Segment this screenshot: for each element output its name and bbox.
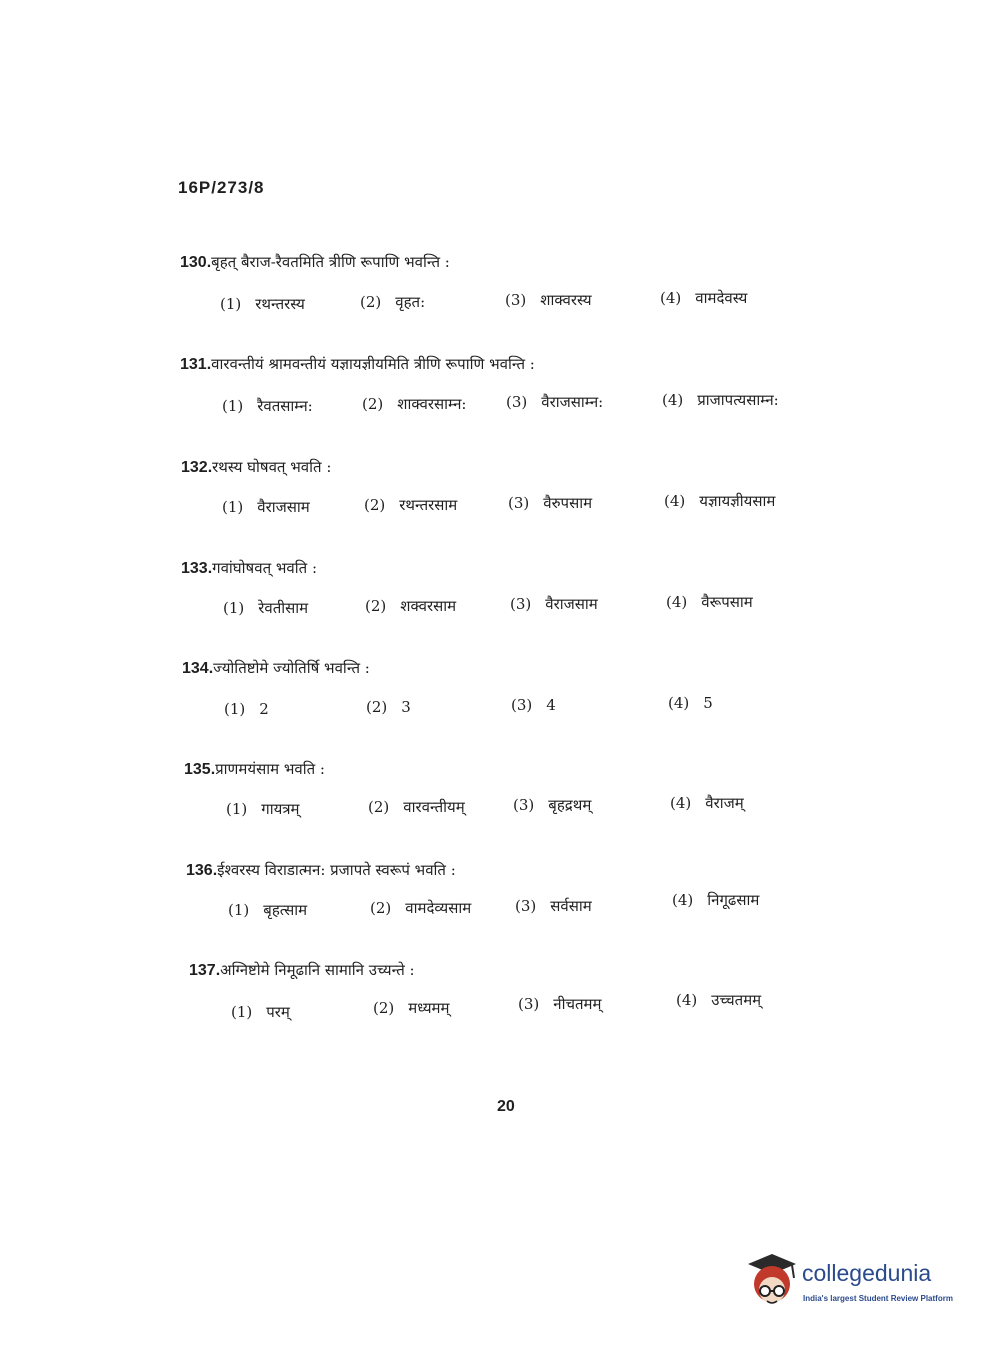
option-text: रैवतसाम्न: bbox=[257, 397, 313, 415]
question-text: वारवन्तीयं श्रामवन्तीयं यज्ञायज्ञीयमिति त्रीणि रूपाणि भवन्ति : bbox=[211, 355, 535, 373]
option-number: (2) bbox=[362, 395, 384, 413]
option-1 bbox=[226, 799, 300, 819]
option-text: वैरुपसाम bbox=[543, 494, 593, 512]
option-4 bbox=[676, 990, 761, 1010]
question-130 bbox=[0, 250, 1001, 330]
question-135 bbox=[0, 757, 1001, 837]
option-2 bbox=[360, 292, 425, 312]
option-2 bbox=[366, 698, 411, 716]
option-text: रथन्तरस्य bbox=[255, 295, 305, 313]
option-number: (4) bbox=[672, 891, 694, 909]
option-number: (3) bbox=[510, 595, 532, 613]
option-number: (3) bbox=[513, 796, 535, 814]
option-4 bbox=[672, 890, 759, 910]
question-text: बृहत् बैराज-रैवतमिति त्रीणि रूपाणि भवन्ति : bbox=[211, 253, 450, 271]
option-text: रेवतीसाम bbox=[258, 599, 309, 617]
option-number: (1) bbox=[228, 901, 250, 919]
option-1 bbox=[224, 700, 269, 718]
option-text: वैराजसाम bbox=[545, 595, 598, 613]
option-2 bbox=[364, 495, 457, 515]
option-2 bbox=[362, 394, 466, 414]
option-number: (1) bbox=[222, 397, 244, 415]
question-137 bbox=[0, 958, 1001, 1038]
question-text: अग्निष्टोमे निमूढानि सामानि उच्यन्ते : bbox=[220, 961, 415, 979]
mascot-icon bbox=[742, 1252, 800, 1312]
option-text: निगूढसाम bbox=[707, 891, 760, 909]
option-3 bbox=[518, 994, 601, 1014]
question-text: गवांघोषवत् भवति : bbox=[212, 559, 318, 577]
question-132 bbox=[0, 455, 1001, 535]
option-number: (3) bbox=[506, 393, 528, 411]
option-number: (2) bbox=[365, 597, 387, 615]
question-stem bbox=[186, 860, 456, 880]
paper-code: 16P/273/8 bbox=[178, 178, 265, 197]
option-text: वामदेव्यसाम bbox=[405, 899, 472, 917]
option-text: वैराजम् bbox=[705, 794, 744, 812]
option-text: वैरूपसाम bbox=[701, 593, 753, 611]
question-number: 135. bbox=[184, 761, 216, 778]
question-number: 132. bbox=[181, 459, 213, 476]
option-number: (4) bbox=[668, 694, 690, 712]
question-text: प्राणमयंसाम भवति : bbox=[215, 760, 325, 778]
option-number: (3) bbox=[515, 897, 537, 915]
option-text: वैराजसाम्न: bbox=[541, 393, 604, 411]
option-2 bbox=[368, 797, 465, 817]
option-text: वृहत: bbox=[395, 293, 426, 311]
option-number: (2) bbox=[368, 798, 390, 816]
option-text: उच्चतमम् bbox=[711, 991, 762, 1009]
option-2 bbox=[373, 998, 450, 1018]
option-number: (1) bbox=[223, 599, 245, 617]
option-number: (1) bbox=[226, 800, 248, 818]
option-number: (4) bbox=[670, 794, 692, 812]
option-4 bbox=[660, 288, 747, 308]
option-text: मध्यमम् bbox=[408, 999, 450, 1017]
option-1 bbox=[222, 497, 310, 517]
question-stem bbox=[180, 252, 450, 272]
option-text: नीचतमम् bbox=[553, 995, 602, 1013]
question-number: 133. bbox=[181, 560, 213, 577]
option-number: (2) bbox=[364, 496, 386, 514]
option-1 bbox=[231, 1002, 290, 1022]
option-3 bbox=[508, 493, 592, 513]
option-number: (2) bbox=[360, 293, 382, 311]
option-text: वामदेवस्य bbox=[695, 289, 748, 307]
page-number: 20 bbox=[497, 1098, 515, 1115]
option-text: शक्वरसाम bbox=[400, 597, 457, 615]
option-text: वैराजसाम bbox=[257, 498, 310, 516]
question-text: ईश्वरस्य विराडात्मन: प्रजापते स्वरूपं भवति : bbox=[217, 861, 456, 879]
question-text: ज्योतिष्टोमे ज्योतिर्षि भवन्ति : bbox=[213, 659, 370, 677]
logo-tagline: India's largest Student Review Platform bbox=[803, 1294, 953, 1303]
question-number: 137. bbox=[189, 962, 221, 979]
option-4 bbox=[664, 491, 775, 511]
option-number: (4) bbox=[666, 593, 688, 611]
option-number: (1) bbox=[231, 1003, 253, 1021]
option-4 bbox=[666, 592, 753, 612]
option-text: 5 bbox=[703, 694, 713, 712]
option-3 bbox=[506, 392, 603, 412]
logo-wordmark: collegedunia bbox=[802, 1260, 932, 1286]
option-text: वारवन्तीयम् bbox=[403, 798, 465, 816]
option-3 bbox=[515, 896, 592, 916]
option-2 bbox=[370, 898, 471, 918]
question-stem bbox=[181, 558, 317, 578]
option-3 bbox=[510, 594, 598, 614]
option-text: यज्ञायज्ञीयसाम bbox=[699, 492, 776, 510]
question-number: 131. bbox=[180, 356, 212, 373]
option-number: (3) bbox=[508, 494, 530, 512]
option-number: (4) bbox=[662, 391, 684, 409]
option-number: (2) bbox=[366, 698, 388, 716]
option-text: सर्वसाम bbox=[550, 897, 592, 915]
collegedunia-logo bbox=[742, 1252, 972, 1312]
option-1 bbox=[228, 900, 307, 920]
option-number: (1) bbox=[220, 295, 242, 313]
option-number: (2) bbox=[373, 999, 395, 1017]
option-text: 2 bbox=[259, 700, 269, 718]
option-text: परम् bbox=[266, 1003, 290, 1021]
option-1 bbox=[222, 396, 313, 416]
option-number: (4) bbox=[676, 991, 698, 1009]
option-4 bbox=[668, 694, 713, 712]
option-3 bbox=[513, 795, 591, 815]
question-stem bbox=[184, 759, 325, 779]
question-number: 134. bbox=[182, 660, 214, 677]
question-number: 136. bbox=[186, 862, 218, 879]
option-text: बृहत्साम bbox=[263, 901, 308, 919]
question-134 bbox=[0, 656, 1001, 736]
option-1 bbox=[220, 294, 305, 314]
question-136 bbox=[0, 858, 1001, 938]
option-text: गायत्रम् bbox=[261, 800, 300, 818]
question-stem bbox=[182, 658, 370, 678]
option-number: (2) bbox=[370, 899, 392, 917]
option-text: 3 bbox=[401, 698, 411, 716]
option-number: (3) bbox=[518, 995, 540, 1013]
question-number: 130. bbox=[180, 254, 212, 271]
option-4 bbox=[670, 793, 744, 813]
option-number: (3) bbox=[511, 696, 533, 714]
option-number: (4) bbox=[664, 492, 686, 510]
option-number: (3) bbox=[505, 291, 527, 309]
option-1 bbox=[223, 598, 308, 618]
question-stem bbox=[181, 457, 331, 477]
question-131 bbox=[0, 352, 1001, 432]
option-number: (1) bbox=[222, 498, 244, 516]
question-133 bbox=[0, 556, 1001, 636]
option-text: बृहद्रथम् bbox=[548, 796, 592, 814]
option-text: शाक्वरस्य bbox=[540, 291, 592, 309]
option-text: शाक्वरसाम्न: bbox=[397, 395, 467, 413]
option-text: प्राजापत्यसाम्न: bbox=[697, 391, 779, 409]
option-text: रथन्तरसाम bbox=[399, 496, 458, 514]
option-3 bbox=[511, 696, 556, 714]
option-3 bbox=[505, 290, 592, 310]
option-text: 4 bbox=[546, 696, 556, 714]
question-stem bbox=[180, 354, 535, 374]
option-number: (1) bbox=[224, 700, 246, 718]
option-2 bbox=[365, 596, 456, 616]
question-stem bbox=[189, 960, 415, 980]
option-4 bbox=[662, 390, 779, 410]
question-text: रथस्य घोषवत् भवति : bbox=[212, 458, 332, 476]
option-number: (4) bbox=[660, 289, 682, 307]
